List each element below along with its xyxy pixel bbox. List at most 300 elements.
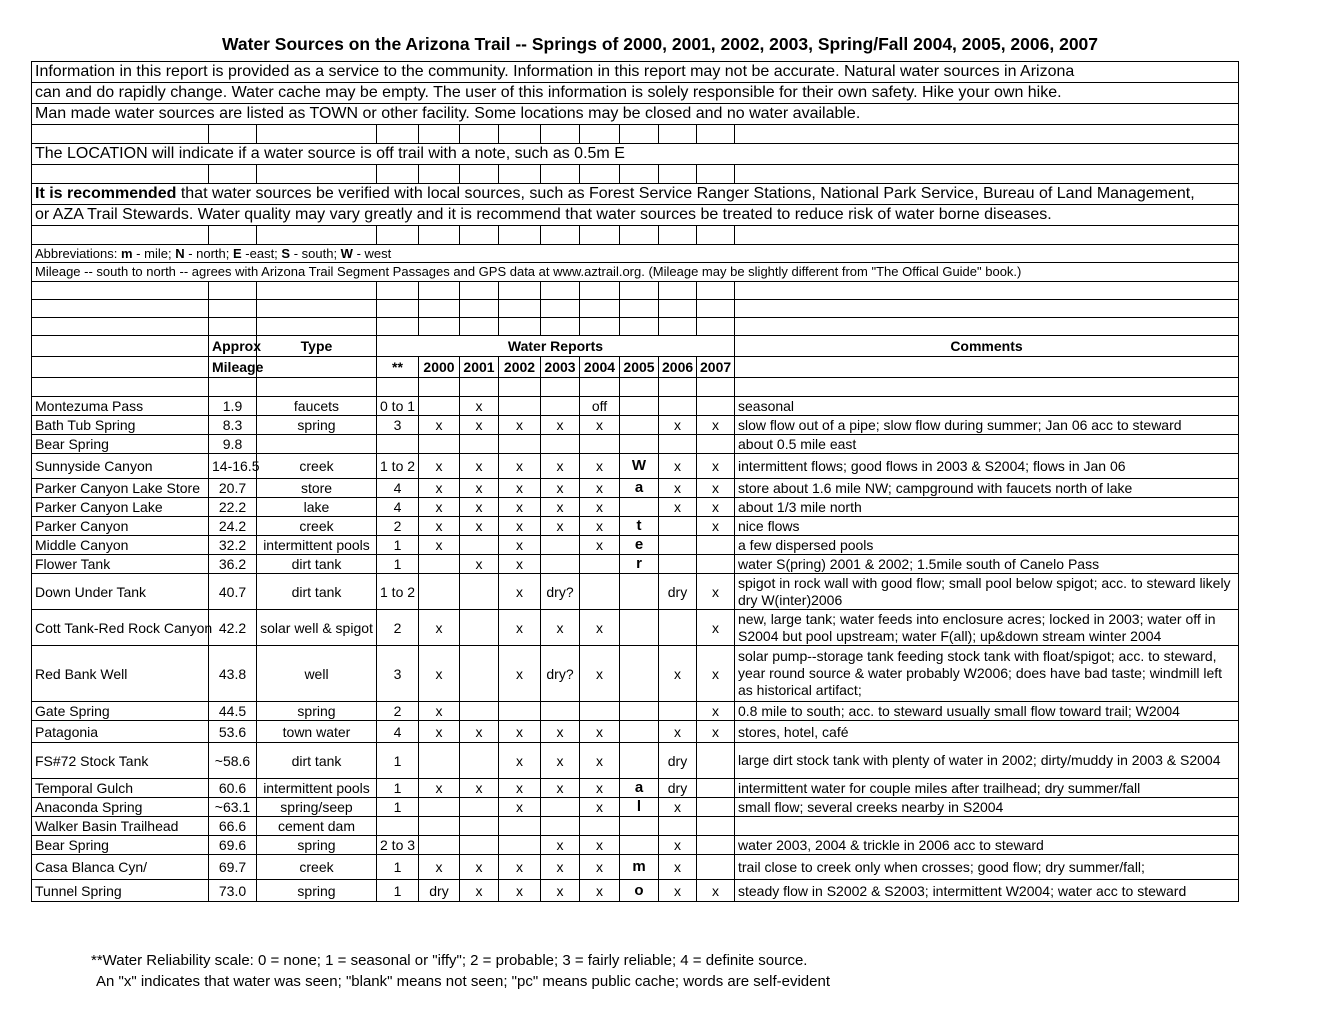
year-cell xyxy=(460,536,499,555)
year-cell: x xyxy=(460,498,499,517)
reliability-cell: 1 xyxy=(377,855,419,880)
recommend-note xyxy=(32,184,1239,205)
type-cell: intermittent pools xyxy=(257,779,377,798)
header-comments-2 xyxy=(735,357,1239,378)
empty-cell xyxy=(257,282,377,300)
comment-cell: store about 1.6 mile NW; campground with faucets north of lake xyxy=(735,479,1239,498)
abbrev-label: Abbreviations: xyxy=(35,245,121,261)
year-cell: x xyxy=(499,536,541,555)
year-cell xyxy=(620,836,659,855)
year-cell: x xyxy=(697,646,735,702)
abbreviations-note xyxy=(32,245,1239,263)
empty-cell xyxy=(460,165,499,184)
mileage-note: Mileage -- south to north -- agrees with Arizona Trail Segment Passages and GPS data at www.aztrail.org. (Mileage may be slightly different from "The Offical Guide" book.) xyxy=(32,263,1239,282)
table-row xyxy=(32,880,1239,902)
empty-cell xyxy=(460,282,499,300)
comment-cell: slow flow out of a pipe; slow flow during summer; Jan 06 acc to steward xyxy=(735,416,1239,435)
year-cell: dry? xyxy=(541,574,580,610)
location-cell: Flower Tank xyxy=(32,555,209,574)
year-cell: x xyxy=(580,479,620,498)
year-cell: x xyxy=(580,416,620,435)
type-cell: well xyxy=(257,646,377,702)
year-cell: x xyxy=(499,798,541,817)
note-line: The LOCATION will indicate if a water source is off trail with a note, such as 0.5m E xyxy=(32,144,1239,165)
year-cell xyxy=(697,836,735,855)
year-cell xyxy=(499,836,541,855)
reliability-cell: 2 to 3 xyxy=(377,836,419,855)
type-cell: cement dam xyxy=(257,817,377,836)
reliability-cell: 1 xyxy=(377,536,419,555)
mileage-cell: 53.6 xyxy=(209,721,257,743)
year-cell xyxy=(499,817,541,836)
header-mileage: Mileage xyxy=(209,357,257,378)
table-row xyxy=(32,779,1239,798)
year-cell xyxy=(541,798,580,817)
comment-cell: large dirt stock tank with plenty of water in 2002; dirty/muddy in 2003 & S2004 xyxy=(735,743,1239,779)
empty-cell xyxy=(257,300,377,318)
header-year-2004: 2004 xyxy=(580,357,620,378)
empty-cell xyxy=(460,226,499,245)
empty-cell xyxy=(32,165,209,184)
header-reliability: ** xyxy=(377,357,419,378)
year-cell xyxy=(419,798,460,817)
empty-cell xyxy=(620,282,659,300)
empty-cell xyxy=(32,282,209,300)
empty-cell xyxy=(377,282,419,300)
year-cell xyxy=(659,702,697,721)
year-cell xyxy=(697,743,735,779)
empty-cell xyxy=(735,282,1239,300)
recommend-text: that water sources be verified with local sources, such as Forest Service Ranger Stations, National Park Service, Bureau of Land Management, xyxy=(176,185,1195,202)
year-cell: x xyxy=(460,517,499,536)
year-cell xyxy=(580,435,620,454)
year-cell: x xyxy=(499,610,541,646)
year-cell xyxy=(541,817,580,836)
header-type: Type xyxy=(257,336,377,357)
empty-cell xyxy=(257,165,377,184)
empty-cell xyxy=(419,300,460,318)
reliability-cell xyxy=(377,435,419,454)
comment-cell: water 2003, 2004 & trickle in 2006 acc to steward xyxy=(735,836,1239,855)
mileage-cell: 36.2 xyxy=(209,555,257,574)
year-cell xyxy=(659,517,697,536)
recommend-bold: It is recommended xyxy=(35,185,177,202)
type-cell: faucets xyxy=(257,397,377,416)
year-cell: x xyxy=(499,479,541,498)
location-cell: Montezuma Pass xyxy=(32,397,209,416)
reliability-cell: 2 xyxy=(377,517,419,536)
type-cell: dirt tank xyxy=(257,574,377,610)
empty-cell xyxy=(419,318,460,336)
mileage-cell: 32.2 xyxy=(209,536,257,555)
empty-cell xyxy=(580,378,620,397)
year-2005-vertical-note: e xyxy=(620,536,659,555)
year-cell: x xyxy=(697,574,735,610)
year-cell: x xyxy=(419,855,460,880)
legend-reliability-scale: **Water Reliability scale: 0 = none; 1 = seasonal or "iffy"; 2 = probable; 3 = fairly reliable; 4 = definite source. xyxy=(91,952,808,969)
year-cell xyxy=(697,435,735,454)
empty-cell xyxy=(580,300,620,318)
legend-marks: An "x" indicates that water was seen; "blank" means not seen; "pc" means public cache; words are self-evident xyxy=(96,973,830,990)
empty-cell xyxy=(659,300,697,318)
type-cell: creek xyxy=(257,517,377,536)
header-year-2006: 2006 xyxy=(659,357,697,378)
year-cell: x xyxy=(697,721,735,743)
empty-cell xyxy=(735,318,1239,336)
year-cell xyxy=(541,702,580,721)
year-cell: x xyxy=(499,646,541,702)
empty-cell xyxy=(209,226,257,245)
year-cell: x xyxy=(499,743,541,779)
year-cell: x xyxy=(659,498,697,517)
location-cell: Patagonia xyxy=(32,721,209,743)
year-cell xyxy=(460,798,499,817)
comment-cell: new, large tank; water feeds into enclosure acres; locked in 2003; water off in S2004 but pool upstream; water F(all); up&down stream winter 2004 xyxy=(735,610,1239,646)
year-cell: x xyxy=(659,479,697,498)
table-row xyxy=(32,610,1239,646)
empty-cell xyxy=(735,125,1239,144)
table-row xyxy=(32,536,1239,555)
empty-cell xyxy=(377,165,419,184)
empty-cell xyxy=(377,125,419,144)
year-cell: x xyxy=(580,855,620,880)
type-cell: creek xyxy=(257,855,377,880)
mileage-cell: 66.6 xyxy=(209,817,257,836)
type-cell: intermittent pools xyxy=(257,536,377,555)
mileage-cell: 69.6 xyxy=(209,836,257,855)
year-cell xyxy=(620,721,659,743)
note-line: Information in this report is provided as a service to the community. Information in this report may not be accurate. Natural water sources in Arizona xyxy=(32,62,1239,83)
year-cell: x xyxy=(541,743,580,779)
year-cell xyxy=(697,779,735,798)
year-cell xyxy=(620,817,659,836)
comment-cell xyxy=(735,817,1239,836)
page-title: Water Sources on the Arizona Trail -- Springs of 2000, 2001, 2002, 2003, Spring/Fall 2004, 2005, 2006, 2007 xyxy=(221,34,1099,54)
type-cell: spring xyxy=(257,416,377,435)
abbrev-text: - west xyxy=(352,245,392,261)
header-year-2005: 2005 xyxy=(620,357,659,378)
year-cell: x xyxy=(580,779,620,798)
note-line: Man made water sources are listed as TOWN or other facility. Some locations may be closed and no water available. xyxy=(32,104,1239,125)
empty-cell xyxy=(659,318,697,336)
year-cell: x xyxy=(659,721,697,743)
year-cell xyxy=(659,435,697,454)
year-cell: x xyxy=(541,610,580,646)
year-cell: x xyxy=(419,479,460,498)
empty-cell xyxy=(735,165,1239,184)
year-cell: x xyxy=(460,721,499,743)
header-year-2003: 2003 xyxy=(541,357,580,378)
mileage-cell: 14-16.5 xyxy=(209,454,257,479)
empty-cell xyxy=(460,125,499,144)
comment-cell: trail close to creek only when crosses; good flow; dry summer/fall; xyxy=(735,855,1239,880)
year-cell: x xyxy=(659,646,697,702)
type-cell: spring xyxy=(257,880,377,902)
location-cell: Gate Spring xyxy=(32,702,209,721)
year-cell xyxy=(460,817,499,836)
year-cell: x xyxy=(541,836,580,855)
table-row xyxy=(32,555,1239,574)
empty-cell xyxy=(697,378,735,397)
type-cell: store xyxy=(257,479,377,498)
location-cell: Bath Tub Spring xyxy=(32,416,209,435)
table-row xyxy=(32,498,1239,517)
year-cell xyxy=(659,555,697,574)
year-cell xyxy=(697,817,735,836)
year-cell: dry xyxy=(659,743,697,779)
year-cell xyxy=(541,435,580,454)
reliability-cell: 1 xyxy=(377,880,419,902)
table-row xyxy=(32,743,1239,779)
empty-cell xyxy=(735,300,1239,318)
reliability-cell: 2 xyxy=(377,610,419,646)
header-location-2 xyxy=(32,357,209,378)
year-cell xyxy=(419,743,460,779)
year-cell xyxy=(499,435,541,454)
year-cell: x xyxy=(697,517,735,536)
year-cell: dry xyxy=(659,574,697,610)
mileage-cell: 24.2 xyxy=(209,517,257,536)
empty-cell xyxy=(697,318,735,336)
year-cell: x xyxy=(460,479,499,498)
legend xyxy=(91,950,830,992)
year-cell: x xyxy=(499,555,541,574)
reliability-cell: 2 xyxy=(377,702,419,721)
year-cell xyxy=(541,536,580,555)
year-cell: x xyxy=(541,454,580,479)
empty-cell xyxy=(209,318,257,336)
year-2005-vertical-note: a xyxy=(620,779,659,798)
mileage-cell: 73.0 xyxy=(209,880,257,902)
year-cell: x xyxy=(697,416,735,435)
year-cell: x xyxy=(541,721,580,743)
year-cell: x xyxy=(419,646,460,702)
year-cell: x xyxy=(580,498,620,517)
location-cell: Parker Canyon Lake Store xyxy=(32,479,209,498)
year-cell: x xyxy=(499,416,541,435)
year-cell: x xyxy=(499,517,541,536)
year-2005-vertical-note: W xyxy=(620,454,659,479)
year-cell: x xyxy=(460,779,499,798)
empty-cell xyxy=(419,282,460,300)
year-cell: x xyxy=(541,479,580,498)
table-row xyxy=(32,435,1239,454)
year-cell: x xyxy=(460,397,499,416)
location-cell: Walker Basin Trailhead xyxy=(32,817,209,836)
reliability-cell: 3 xyxy=(377,646,419,702)
empty-cell xyxy=(620,378,659,397)
empty-cell xyxy=(419,125,460,144)
type-cell: solar well & spigot xyxy=(257,610,377,646)
location-cell: Parker Canyon xyxy=(32,517,209,536)
year-cell: x xyxy=(659,798,697,817)
year-cell xyxy=(499,397,541,416)
year-cell: x xyxy=(541,517,580,536)
empty-cell xyxy=(620,318,659,336)
empty-cell xyxy=(541,125,580,144)
year-cell: x xyxy=(580,743,620,779)
location-cell: Parker Canyon Lake xyxy=(32,498,209,517)
year-2005-vertical-note: t xyxy=(620,517,659,536)
empty-cell xyxy=(620,165,659,184)
year-cell: x xyxy=(659,855,697,880)
year-cell xyxy=(697,397,735,416)
empty-cell xyxy=(460,300,499,318)
abbrev-text: - mile; xyxy=(132,245,176,261)
empty-cell xyxy=(580,318,620,336)
year-cell: x xyxy=(460,416,499,435)
mileage-cell: 44.5 xyxy=(209,702,257,721)
table-row xyxy=(32,479,1239,498)
type-cell: town water xyxy=(257,721,377,743)
year-cell xyxy=(580,817,620,836)
abbrev-text: -east; xyxy=(241,245,282,261)
mileage-cell: 9.8 xyxy=(209,435,257,454)
abbrev-key: m xyxy=(121,245,133,261)
empty-cell xyxy=(257,378,377,397)
header-type-2 xyxy=(257,357,377,378)
table-row xyxy=(32,817,1239,836)
comment-cell: seasonal xyxy=(735,397,1239,416)
empty-cell xyxy=(580,165,620,184)
comment-cell: steady flow in S2002 & S2003; intermittent W2004; water acc to steward xyxy=(735,880,1239,902)
location-cell: Bear Spring xyxy=(32,836,209,855)
year-cell xyxy=(460,646,499,702)
note-line: or AZA Trail Stewards. Water quality may vary greatly and it is recommend that water sources be treated to reduce risk of water borne diseases. xyxy=(32,205,1239,226)
empty-cell xyxy=(377,318,419,336)
empty-cell xyxy=(377,378,419,397)
reliability-cell: 1 xyxy=(377,743,419,779)
empty-cell xyxy=(377,300,419,318)
year-cell: x xyxy=(460,454,499,479)
header-water-reports: Water Reports xyxy=(377,336,735,357)
header-year-2000: 2000 xyxy=(419,357,460,378)
comment-cell: intermittent flows; good flows in 2003 & S2004; flows in Jan 06 xyxy=(735,454,1239,479)
abbrev-key: W xyxy=(340,245,353,261)
empty-cell xyxy=(620,226,659,245)
year-cell xyxy=(697,536,735,555)
year-cell: x xyxy=(580,517,620,536)
reliability-cell: 1 xyxy=(377,798,419,817)
year-cell: x xyxy=(499,880,541,902)
year-cell: x xyxy=(419,702,460,721)
empty-cell xyxy=(460,318,499,336)
year-cell xyxy=(620,498,659,517)
empty-cell xyxy=(620,300,659,318)
empty-cell xyxy=(541,300,580,318)
empty-cell xyxy=(32,378,209,397)
year-cell xyxy=(419,435,460,454)
reliability-cell: 4 xyxy=(377,498,419,517)
reliability-cell: 4 xyxy=(377,721,419,743)
year-2005-vertical-note: a xyxy=(620,479,659,498)
location-cell: Bear Spring xyxy=(32,435,209,454)
year-cell: x xyxy=(659,880,697,902)
location-cell: Casa Blanca Cyn/ xyxy=(32,855,209,880)
reliability-cell: 3 xyxy=(377,416,419,435)
year-cell: x xyxy=(580,798,620,817)
comment-cell: about 0.5 mile east xyxy=(735,435,1239,454)
empty-cell xyxy=(580,125,620,144)
note-line: can and do rapidly change. Water cache may be empty. The user of this information is solely responsible for their own safety. Hike your own hike. xyxy=(32,83,1239,104)
type-cell: dirt tank xyxy=(257,555,377,574)
year-cell: x xyxy=(659,416,697,435)
type-cell: creek xyxy=(257,454,377,479)
water-sources-table xyxy=(31,61,1239,902)
year-cell: dry xyxy=(419,880,460,902)
abbrev-text: - north; xyxy=(184,245,233,261)
year-cell: x xyxy=(419,416,460,435)
reliability-cell: 1 xyxy=(377,555,419,574)
empty-cell xyxy=(499,318,541,336)
comment-cell: solar pump--storage tank feeding stock tank with float/spigot; acc. to steward, year round source & water probably W2006; does have bad taste; windmill left as historical artifact; xyxy=(735,646,1239,702)
year-cell: x xyxy=(499,855,541,880)
empty-cell xyxy=(209,125,257,144)
abbrev-key: N xyxy=(175,245,185,261)
table-row xyxy=(32,397,1239,416)
year-cell xyxy=(620,646,659,702)
year-cell xyxy=(659,397,697,416)
empty-cell xyxy=(541,318,580,336)
table-row xyxy=(32,798,1239,817)
type-cell xyxy=(257,435,377,454)
header-comments: Comments xyxy=(735,336,1239,357)
year-cell xyxy=(541,555,580,574)
empty-cell xyxy=(419,226,460,245)
comment-cell: nice flows xyxy=(735,517,1239,536)
empty-cell xyxy=(620,125,659,144)
table-row xyxy=(32,574,1239,610)
type-cell: lake xyxy=(257,498,377,517)
header-approx: Approx xyxy=(209,336,257,357)
reliability-cell: 1 to 2 xyxy=(377,574,419,610)
year-cell xyxy=(460,702,499,721)
year-2005-vertical-note: m xyxy=(620,855,659,880)
table-row xyxy=(32,855,1239,880)
year-cell: x xyxy=(580,880,620,902)
year-cell: x xyxy=(499,574,541,610)
year-cell xyxy=(460,610,499,646)
year-cell xyxy=(499,702,541,721)
year-cell xyxy=(659,610,697,646)
year-cell: x xyxy=(580,454,620,479)
year-cell: x xyxy=(419,721,460,743)
comment-cell: spigot in rock wall with good flow; small pool below spigot; acc. to steward likely dry W(inter)2006 xyxy=(735,574,1239,610)
empty-cell xyxy=(541,226,580,245)
year-cell: x xyxy=(541,416,580,435)
year-cell: x xyxy=(659,454,697,479)
table-row xyxy=(32,702,1239,721)
empty-cell xyxy=(697,300,735,318)
year-cell: x xyxy=(419,517,460,536)
year-cell: x xyxy=(541,498,580,517)
year-cell xyxy=(620,416,659,435)
comment-cell: a few dispersed pools xyxy=(735,536,1239,555)
empty-cell xyxy=(499,165,541,184)
empty-cell xyxy=(32,226,209,245)
abbrev-text: - south; xyxy=(290,245,341,261)
year-cell: dry xyxy=(659,779,697,798)
year-cell: x xyxy=(580,610,620,646)
empty-cell xyxy=(735,378,1239,397)
mileage-cell: 1.9 xyxy=(209,397,257,416)
empty-cell xyxy=(257,318,377,336)
mileage-cell: 43.8 xyxy=(209,646,257,702)
empty-cell xyxy=(697,282,735,300)
table-row xyxy=(32,721,1239,743)
year-cell xyxy=(460,836,499,855)
year-cell xyxy=(580,574,620,610)
